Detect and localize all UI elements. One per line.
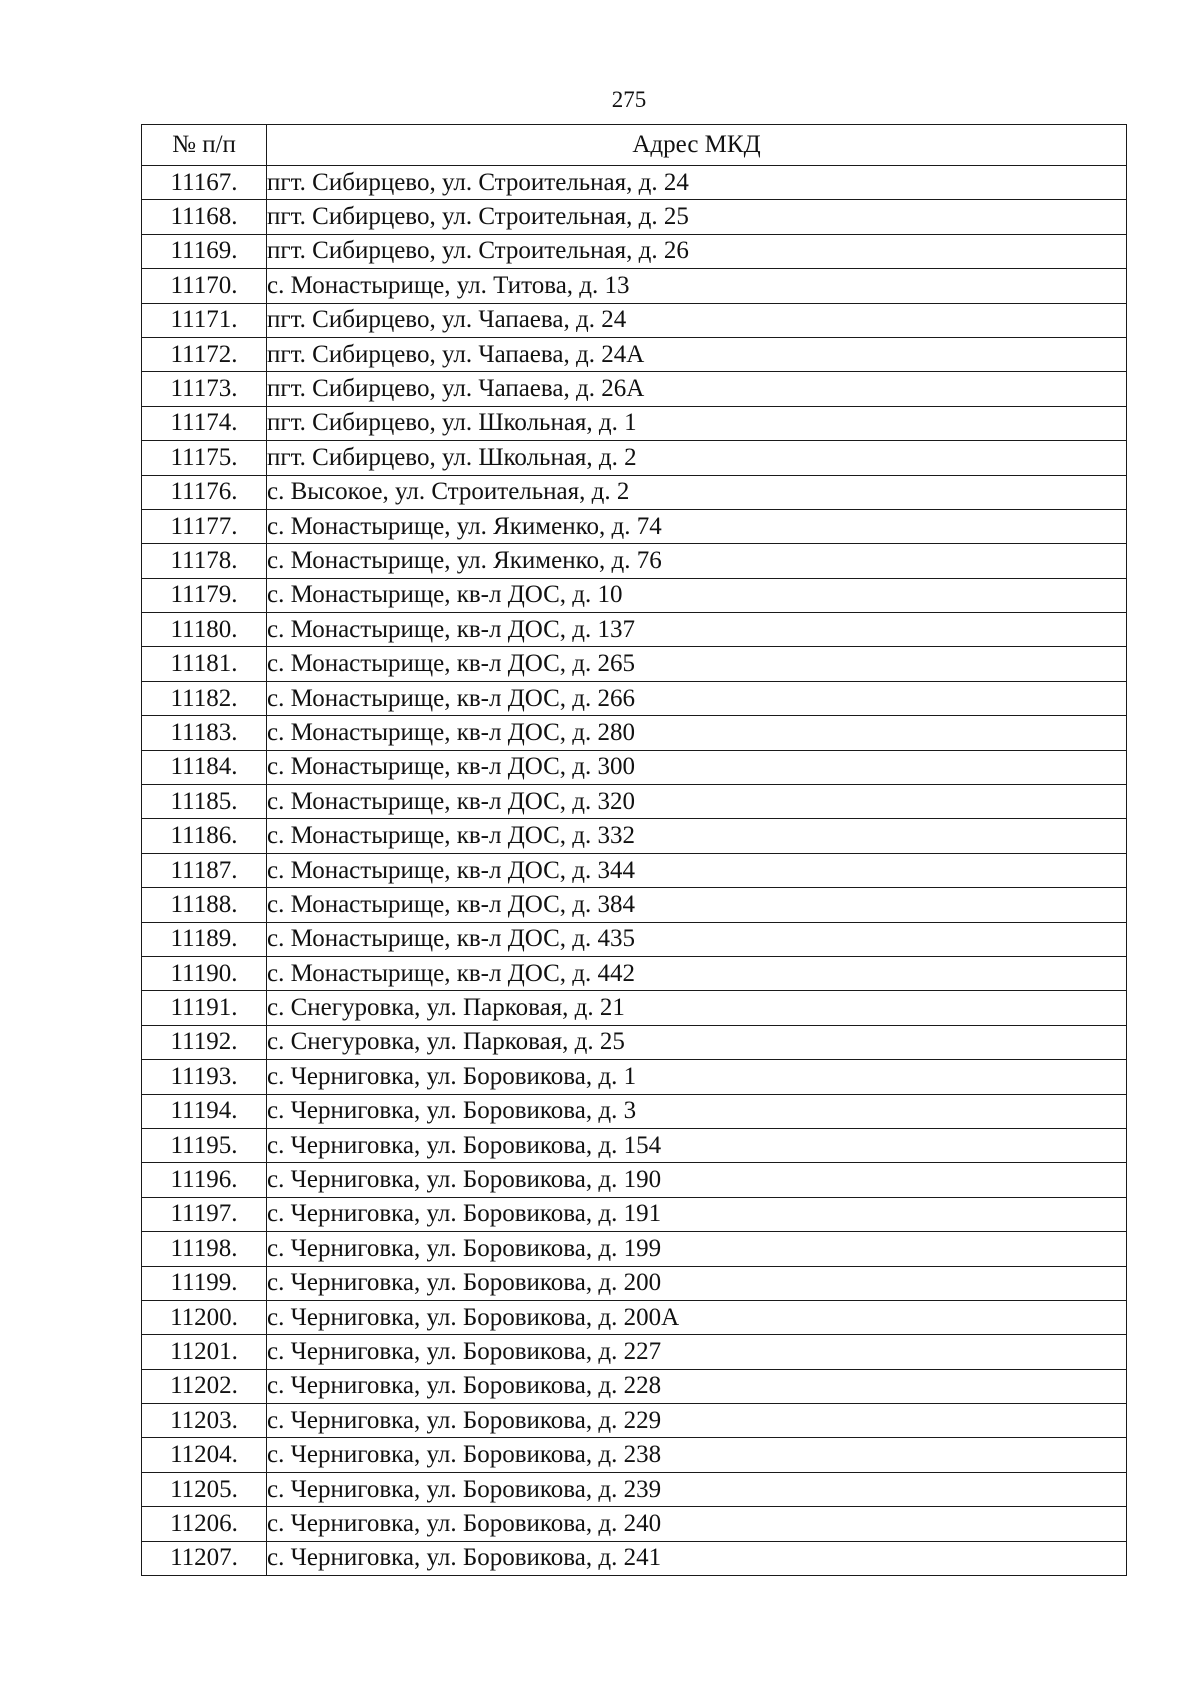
- table-row: [142, 1232, 1127, 1266]
- row-address-cell: с. Снегуровка, ул. Парковая, д. 21: [267, 991, 1127, 1025]
- column-header-number: № п/п: [142, 125, 267, 166]
- row-number-cell: 11183.: [142, 716, 267, 750]
- row-number-cell: 11167.: [142, 166, 267, 200]
- row-number-cell: 11178.: [142, 544, 267, 578]
- row-address-cell: с. Монастырище, кв-л ДОС, д. 280: [267, 716, 1127, 750]
- row-address-cell: с. Черниговка, ул. Боровикова, д. 191: [267, 1197, 1127, 1231]
- row-number-cell: 11171.: [142, 303, 267, 337]
- row-address-cell: с. Снегуровка, ул. Парковая, д. 25: [267, 1025, 1127, 1059]
- table-row: [142, 1507, 1127, 1541]
- row-number-cell: 11173.: [142, 372, 267, 406]
- table-row: [142, 991, 1127, 1025]
- table-row: [142, 337, 1127, 371]
- row-address-cell: с. Черниговка, ул. Боровикова, д. 227: [267, 1335, 1127, 1369]
- table-row: [142, 1300, 1127, 1334]
- row-address-cell: с. Черниговка, ул. Боровикова, д. 199: [267, 1232, 1127, 1266]
- row-number-cell: 11188.: [142, 888, 267, 922]
- row-address-cell: с. Монастырище, кв-л ДОС, д. 10: [267, 578, 1127, 612]
- table-row: [142, 1472, 1127, 1506]
- table-row: [142, 234, 1127, 268]
- row-number-cell: 11181.: [142, 647, 267, 681]
- row-number-cell: 11187.: [142, 853, 267, 887]
- table-row: [142, 888, 1127, 922]
- row-number-cell: 11169.: [142, 234, 267, 268]
- table-row: [142, 200, 1127, 234]
- row-number-cell: 11205.: [142, 1472, 267, 1506]
- row-number-cell: 11170.: [142, 269, 267, 303]
- row-number-cell: 11197.: [142, 1197, 267, 1231]
- row-address-cell: пгт. Сибирцево, ул. Школьная, д. 2: [267, 441, 1127, 475]
- row-address-cell: пгт. Сибирцево, ул. Строительная, д. 25: [267, 200, 1127, 234]
- table-row: [142, 1266, 1127, 1300]
- row-address-cell: с. Монастырище, кв-л ДОС, д. 384: [267, 888, 1127, 922]
- row-address-cell: с. Черниговка, ул. Боровикова, д. 240: [267, 1507, 1127, 1541]
- table-row: [142, 1438, 1127, 1472]
- table-row: [142, 956, 1127, 990]
- table-row: [142, 716, 1127, 750]
- row-address-cell: с. Монастырище, кв-л ДОС, д. 332: [267, 819, 1127, 853]
- row-number-cell: 11202.: [142, 1369, 267, 1403]
- table-row: [142, 1197, 1127, 1231]
- row-number-cell: 11176.: [142, 475, 267, 509]
- row-number-cell: 11196.: [142, 1163, 267, 1197]
- table-row: [142, 750, 1127, 784]
- row-address-cell: с. Монастырище, кв-л ДОС, д. 137: [267, 613, 1127, 647]
- row-number-cell: 11191.: [142, 991, 267, 1025]
- row-address-cell: с. Монастырище, кв-л ДОС, д. 435: [267, 922, 1127, 956]
- row-address-cell: с. Черниговка, ул. Боровикова, д. 239: [267, 1472, 1127, 1506]
- table-row: [142, 1404, 1127, 1438]
- row-address-cell: с. Черниговка, ул. Боровикова, д. 229: [267, 1404, 1127, 1438]
- row-number-cell: 11198.: [142, 1232, 267, 1266]
- row-number-cell: 11194.: [142, 1094, 267, 1128]
- row-number-cell: 11199.: [142, 1266, 267, 1300]
- table-body: [142, 166, 1127, 1576]
- row-address-cell: с. Черниговка, ул. Боровикова, д. 154: [267, 1128, 1127, 1162]
- table-row: [142, 303, 1127, 337]
- table-row: [142, 1369, 1127, 1403]
- row-number-cell: 11195.: [142, 1128, 267, 1162]
- row-address-cell: с. Монастырище, ул. Якименко, д. 74: [267, 509, 1127, 543]
- table-row: [142, 1335, 1127, 1369]
- table-row: [142, 1060, 1127, 1094]
- row-number-cell: 11182.: [142, 681, 267, 715]
- row-address-cell: с. Черниговка, ул. Боровикова, д. 228: [267, 1369, 1127, 1403]
- table-row: [142, 269, 1127, 303]
- row-number-cell: 11193.: [142, 1060, 267, 1094]
- row-number-cell: 11177.: [142, 509, 267, 543]
- row-address-cell: пгт. Сибирцево, ул. Чапаева, д. 24: [267, 303, 1127, 337]
- row-address-cell: с. Черниговка, ул. Боровикова, д. 3: [267, 1094, 1127, 1128]
- page-number: 275: [611, 87, 647, 112]
- row-address-cell: с. Монастырище, ул. Титова, д. 13: [267, 269, 1127, 303]
- table-row: [142, 681, 1127, 715]
- row-number-cell: 11200.: [142, 1300, 267, 1334]
- table-row: [142, 544, 1127, 578]
- row-address-cell: с. Черниговка, ул. Боровикова, д. 200А: [267, 1300, 1127, 1334]
- table-row: [142, 819, 1127, 853]
- row-number-cell: 11189.: [142, 922, 267, 956]
- row-number-cell: 11184.: [142, 750, 267, 784]
- row-address-cell: с. Черниговка, ул. Боровикова, д. 190: [267, 1163, 1127, 1197]
- row-number-cell: 11180.: [142, 613, 267, 647]
- table-row: [142, 1094, 1127, 1128]
- row-number-cell: 11192.: [142, 1025, 267, 1059]
- table-row: [142, 406, 1127, 440]
- table-row: [142, 1128, 1127, 1162]
- row-address-cell: пгт. Сибирцево, ул. Чапаева, д. 26А: [267, 372, 1127, 406]
- row-address-cell: с. Черниговка, ул. Боровикова, д. 238: [267, 1438, 1127, 1472]
- row-address-cell: с. Монастырище, кв-л ДОС, д. 266: [267, 681, 1127, 715]
- row-number-cell: 11186.: [142, 819, 267, 853]
- row-address-cell: с. Монастырище, кв-л ДОС, д. 300: [267, 750, 1127, 784]
- row-address-cell: с. Черниговка, ул. Боровикова, д. 241: [267, 1541, 1127, 1575]
- table-row: [142, 1541, 1127, 1575]
- row-number-cell: 11172.: [142, 337, 267, 371]
- row-address-cell: с. Высокое, ул. Строительная, д. 2: [267, 475, 1127, 509]
- row-number-cell: 11179.: [142, 578, 267, 612]
- row-number-cell: 11185.: [142, 785, 267, 819]
- row-number-cell: 11204.: [142, 1438, 267, 1472]
- row-address-cell: пгт. Сибирцево, ул. Школьная, д. 1: [267, 406, 1127, 440]
- row-address-cell: с. Монастырище, кв-л ДОС, д. 265: [267, 647, 1127, 681]
- table-row: [142, 166, 1127, 200]
- row-address-cell: с. Монастырище, кв-л ДОС, д. 442: [267, 956, 1127, 990]
- row-address-cell: пгт. Сибирцево, ул. Строительная, д. 26: [267, 234, 1127, 268]
- table-row: [142, 1163, 1127, 1197]
- table-row: [142, 509, 1127, 543]
- table-row: [142, 475, 1127, 509]
- table-row: [142, 613, 1127, 647]
- row-address-cell: пгт. Сибирцево, ул. Строительная, д. 24: [267, 166, 1127, 200]
- mkd-address-table: [141, 124, 1127, 1576]
- table-row: [142, 441, 1127, 475]
- table-row: [142, 785, 1127, 819]
- table-row: [142, 647, 1127, 681]
- row-number-cell: 11190.: [142, 956, 267, 990]
- row-number-cell: 11203.: [142, 1404, 267, 1438]
- column-header-address: Адрес МКД: [267, 125, 1127, 166]
- table-row: [142, 1025, 1127, 1059]
- row-number-cell: 11174.: [142, 406, 267, 440]
- table-row: [142, 853, 1127, 887]
- row-number-cell: 11201.: [142, 1335, 267, 1369]
- row-number-cell: 11168.: [142, 200, 267, 234]
- row-address-cell: с. Монастырище, ул. Якименко, д. 76: [267, 544, 1127, 578]
- row-address-cell: пгт. Сибирцево, ул. Чапаева, д. 24А: [267, 337, 1127, 371]
- table-row: [142, 922, 1127, 956]
- row-number-cell: 11206.: [142, 1507, 267, 1541]
- row-address-cell: с. Черниговка, ул. Боровикова, д. 1: [267, 1060, 1127, 1094]
- row-address-cell: с. Черниговка, ул. Боровикова, д. 200: [267, 1266, 1127, 1300]
- row-address-cell: с. Монастырище, кв-л ДОС, д. 344: [267, 853, 1127, 887]
- row-number-cell: 11207.: [142, 1541, 267, 1575]
- row-number-cell: 11175.: [142, 441, 267, 475]
- table-header-row: [142, 125, 1127, 166]
- table-row: [142, 372, 1127, 406]
- row-address-cell: с. Монастырище, кв-л ДОС, д. 320: [267, 785, 1127, 819]
- table-row: [142, 578, 1127, 612]
